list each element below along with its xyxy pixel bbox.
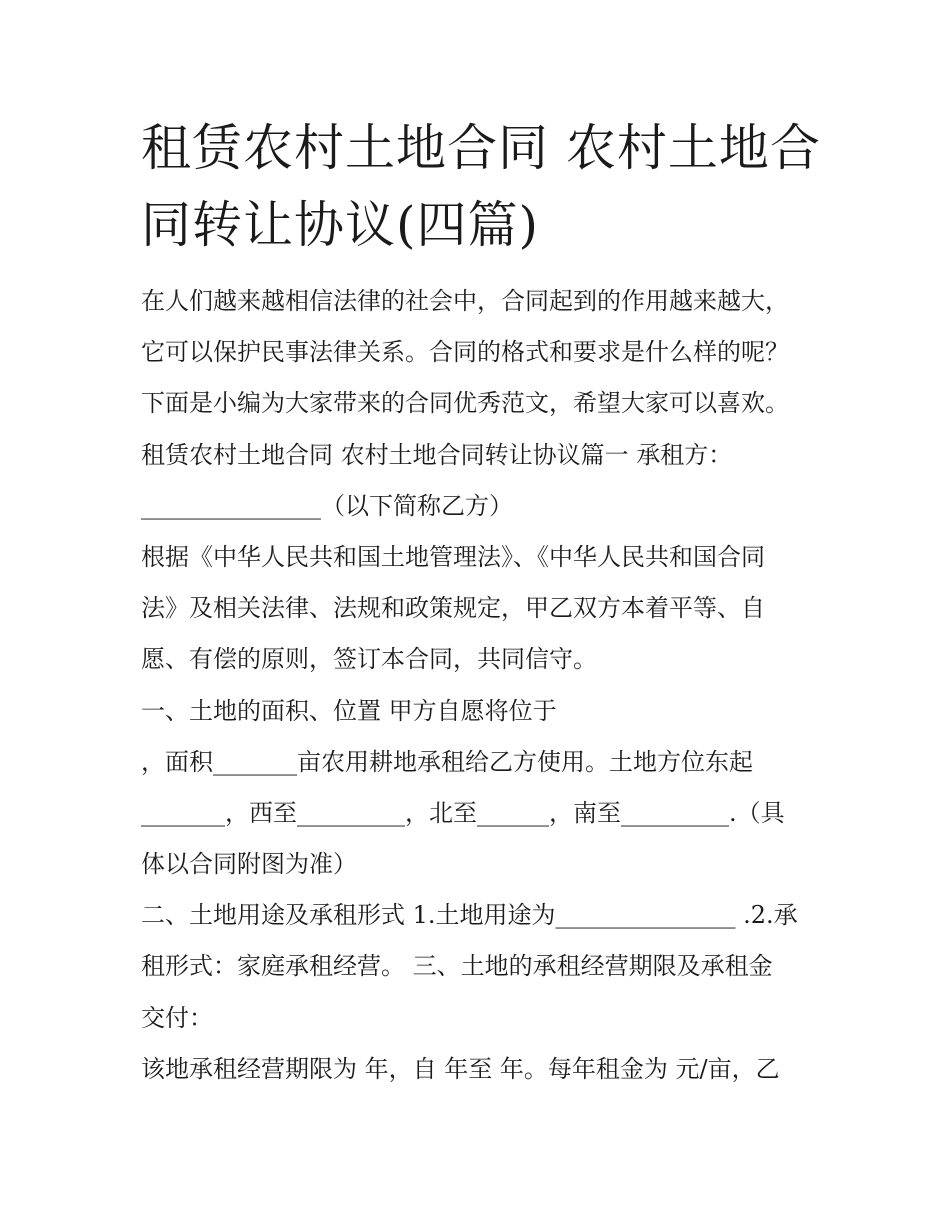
body-line: 法》及相关法律、法规和政策规定，甲乙双方本着平等、自 — [141, 594, 765, 623]
document-title — [141, 110, 841, 264]
body-line: 租赁农村土地合同 农村土地合同转让协议篇一 承租方： — [141, 440, 733, 469]
body-line: 下面是小编为大家带来的合同优秀范文，希望大家可以喜欢。 — [141, 389, 789, 418]
body-line: 一、土地的面积、位置 甲方自愿将位于 — [141, 696, 557, 725]
body-line: 根据《中华人民共和国土地管理法》、《中华人民共和国合同 — [141, 542, 765, 571]
body-line: 愿、有偿的原则，签订本合同，共同信守。 — [141, 645, 597, 674]
document-body — [141, 276, 831, 1095]
body-line: 该地承租经营期限为 年，自 年至 年。每年租金为 元/亩，乙 — [141, 1054, 780, 1083]
body-line: 在人们越来越相信法律的社会中，合同起到的作用越来越大， — [141, 287, 789, 315]
body-line: 它可以保护民事法律关系。合同的格式和要求是什么样的呢？ — [141, 338, 789, 367]
title-line: 同转让协议(四篇) — [141, 196, 540, 254]
body-line: _______________（以下简称乙方） — [141, 491, 513, 520]
title-line: 租赁农村土地合同 农村土地合 — [141, 119, 821, 177]
body-line: _______，西至_________，北至______，南至_________.（具 — [141, 798, 785, 827]
body-line: 租形式：家庭承租经营。 三、土地的承租经营期限及承租金 — [141, 952, 773, 981]
body-line: 体以合同附图为准） — [141, 850, 357, 879]
body-line: ，面积_______亩农用耕地承租给乙方使用。土地方位东起 — [141, 747, 753, 776]
body-line: 二、土地用途及承租形式 1.土地用途为_______________ .2.承 — [141, 901, 798, 930]
body-line: 交付： — [141, 1003, 213, 1032]
